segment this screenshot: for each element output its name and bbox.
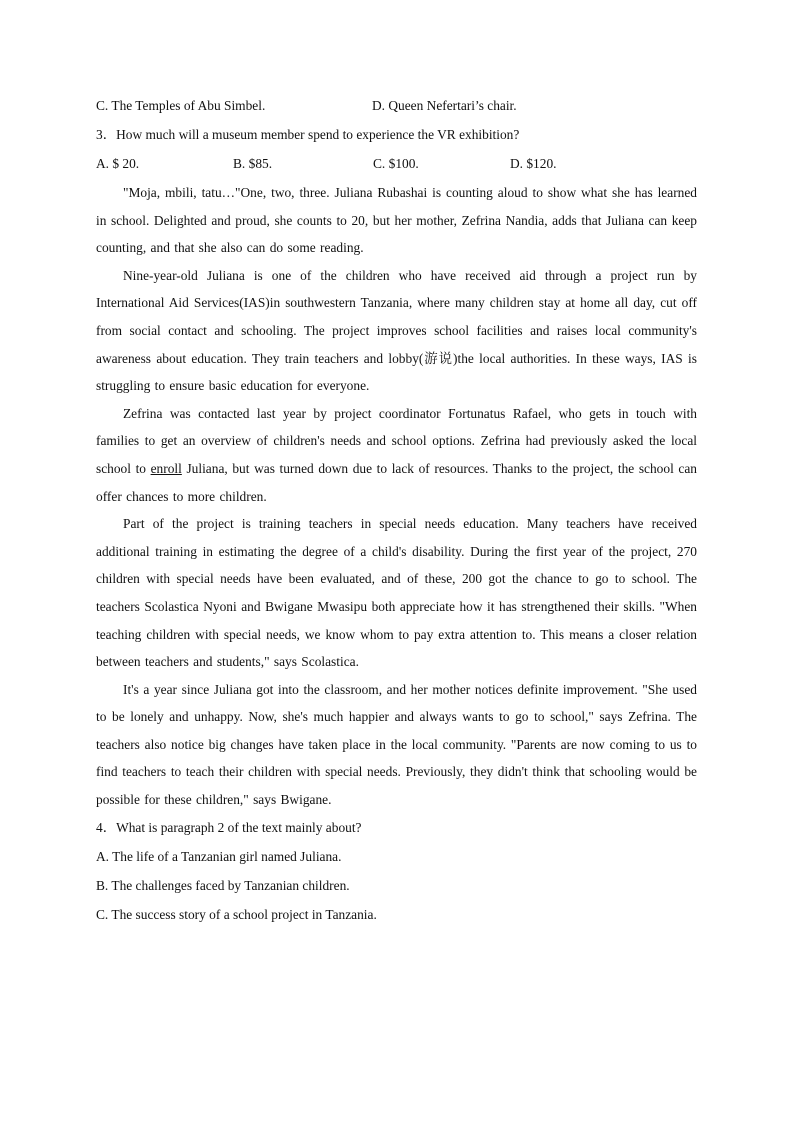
q3-option-c: C. $100.: [373, 156, 419, 171]
q3-option-a: A. $ 20.: [96, 156, 140, 171]
q2-options-row: [96, 92, 697, 121]
passage-paragraph-5: It's a year since Juliana got into the classroom, and her mother notices definite improvement. "She used to be lonely and unhappy. Now, she's much happier and always wants to go to school," says Zefrina. The teachers also notice big changes have taken place in the local community. "Parents are now coming to us to find teachers to teach their children with special needs. Previously, they didn't think that schooling would be possible for these children," says Bwigane.: [96, 681, 697, 808]
q4-option-b: B. The challenges faced by Tanzanian children.: [96, 877, 350, 893]
q3-options-row: [96, 150, 697, 179]
q2-option-d: D. Queen Nefertari’s chair.: [372, 98, 517, 113]
passage-paragraph-3: [96, 400, 697, 510]
q4-option-c: C. The success story of a school project in Tanzania.: [96, 906, 377, 922]
q4-stem: 4．What is paragraph 2 of the text mainly about?: [96, 819, 362, 835]
p3-text-after: Juliana, but was turned down due to lack of resources. Thanks to the project, the school can offer chances to more children.: [96, 460, 697, 504]
q3-option-d: D. $120.: [510, 156, 557, 171]
passage-paragraph-2: Nine-year-old Juliana is one of the children who have received aid through a project run by International Aid Services(IAS)in southwestern Tanzania, where many children stay at home all day, cut off from social contact and schooling. The project improves school facilities and raises local community's awareness about education. They train teachers and lobby(游说)the local authorities. In these ways, IAS is struggling to ensure basic education for everyone.: [96, 267, 697, 394]
q3-option-b: B. $85.: [233, 156, 273, 171]
q3-stem: 3．How much will a museum member spend to experience the VR exhibition?: [96, 127, 520, 142]
passage-paragraph-1: "Moja, mbili, tatu…"One, two, three. Juliana Rubashai is counting aloud to show what she has learned in school. Delighted and proud, she counts to 20, but her mother, Zefrina Nandia, adds that Juliana can keep counting, and that she also can do some reading.: [96, 185, 697, 256]
p3-text-before: Zefrina was contacted last year by project coordinator Fortunatus Rafael, who gets in touch with families to get an overview of children's needs and school options. Zefrina had previously asked the local school to: [96, 405, 697, 476]
passage-paragraph-4: Part of the project is training teachers in special needs education. Many teachers have received additional training in estimating the degree of a child's disability. During the first year of the project, 270 children with special needs have been evaluated, and of these, 200 got the chance to go to school. The teachers Scolastica Nyoni and Bwigane Mwasipu both appreciate how it has strengthened their skills. "When teaching children with special needs, we know whom to pay extra attention to. This means a closer relation between teachers and students," says Scolastica.: [96, 516, 697, 670]
q2-option-c: C. The Temples of Abu Simbel.: [96, 98, 266, 113]
page-content: [96, 92, 697, 930]
q4-option-a: A. The life of a Tanzanian girl named Juliana.: [96, 848, 342, 864]
p3-underlined-word: enroll: [150, 460, 182, 476]
